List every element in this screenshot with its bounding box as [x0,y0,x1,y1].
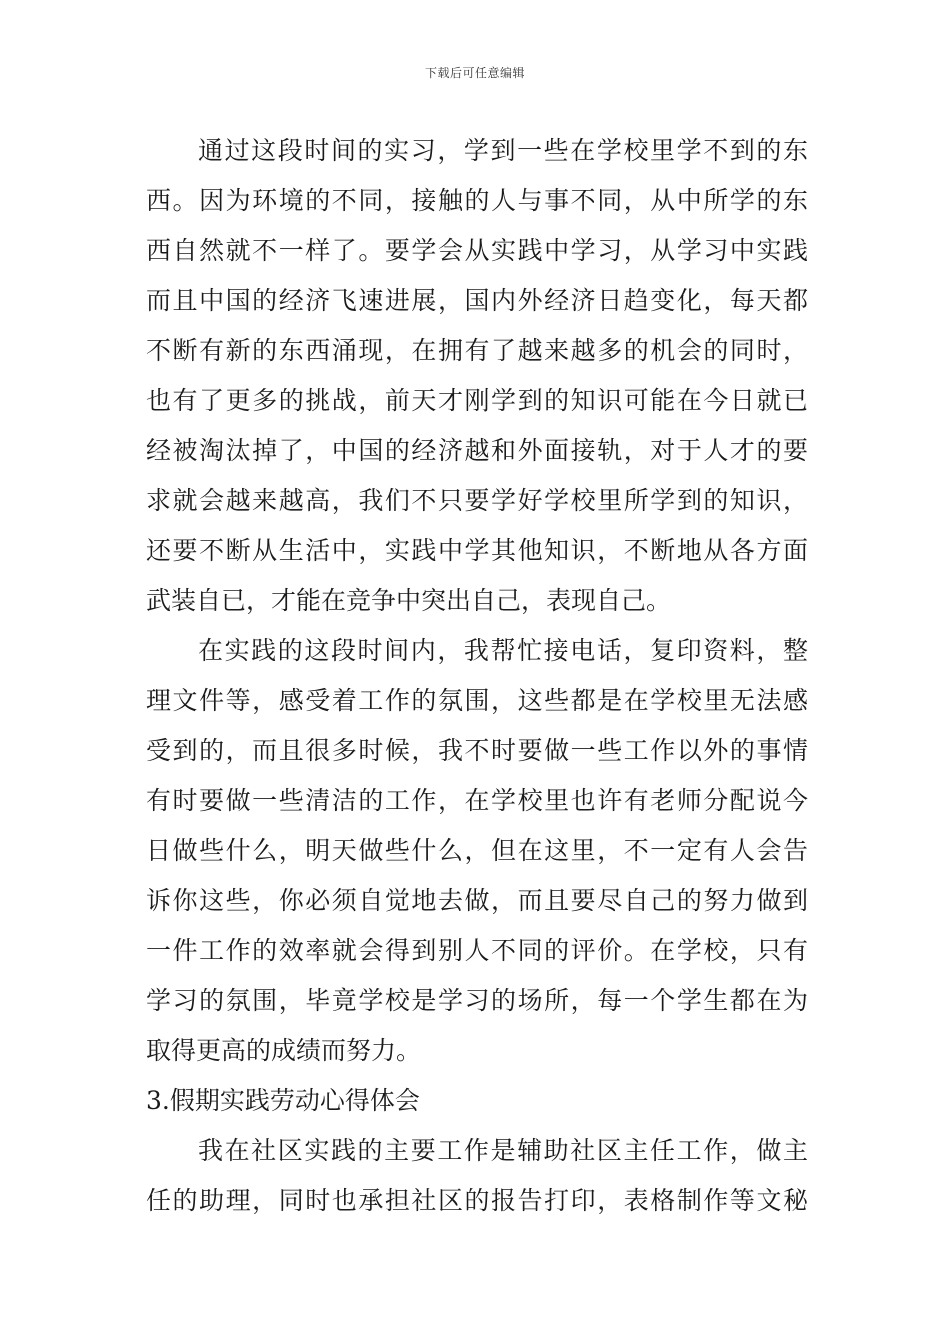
paragraph-line: 理文件等，感受着工作的氛围，这些都是在学校里无法感 [146,686,808,715]
paragraph-line: 求就会越来越高，我们不只要学好学校里所学到的知识， [146,486,808,515]
paragraph-line: 受到的，而且很多时候，我不时要做一些工作以外的事情 [146,736,808,765]
paragraph-line: 在实践的这段时间内，我帮忙接电话，复印资料，整 [198,636,808,665]
paragraph-line: 武装自已，才能在竞争中突出自己，表现自己。 [146,586,672,615]
paragraph-line: 一件工作的效率就会得到别人不同的评价。在学校，只有 [146,936,808,965]
paragraph-practice-learning [146,126,808,626]
paragraph-line: 日做些什么，明天做些什么，但在这里，不一定有人会告 [146,836,808,865]
paragraph-line: 还要不断从生活中，实践中学其他知识，不断地从各方面 [146,536,808,565]
section-heading [146,1076,808,1126]
paragraph-line: 诉你这些，你必须自觉地去做，而且要尽自己的努力做到 [146,886,808,915]
paragraph-work-atmosphere [146,626,808,1076]
paragraph-line: 不断有新的东西涌现，在拥有了越来越多的机会的同时， [146,336,808,365]
paragraph-line: 任的助理，同时也承担社区的报告打印，表格制作等文秘 [146,1186,808,1215]
paragraph-line: 经被淘汰掉了，中国的经济越和外面接轨，对于人才的要 [146,436,808,465]
paragraph-line: 通过这段时间的实习，学到一些在学校里学不到的东 [198,136,808,165]
paragraph-community-work [146,1126,808,1226]
page-header: 下载后可任意编辑 [424,66,525,80]
paragraph-line: 我在社区实践的主要工作是辅助社区主任工作，做主 [198,1136,808,1165]
paragraph-line: 取得更高的成绩而努力。 [146,1036,422,1065]
paragraph-line: 学习的氛围，毕竟学校是学习的场所，每一个学生都在为 [146,986,808,1015]
paragraph-line: 西自然就不一样了。要学会从实践中学习，从学习中实践 [146,236,808,265]
paragraph-line: 有时要做一些清洁的工作，在学校里也许有老师分配说今 [146,786,808,815]
document-body [146,126,808,1226]
section-heading-text: 3.假期实践劳动心得体会 [146,1086,420,1115]
paragraph-line: 也有了更多的挑战，前天才刚学到的知识可能在今日就已 [146,386,808,415]
paragraph-line: 而且中国的经济飞速进展，国内外经济日趋变化，每天都 [146,286,808,315]
paragraph-line: 西。因为环境的不同，接触的人与事不同，从中所学的东 [146,186,808,215]
